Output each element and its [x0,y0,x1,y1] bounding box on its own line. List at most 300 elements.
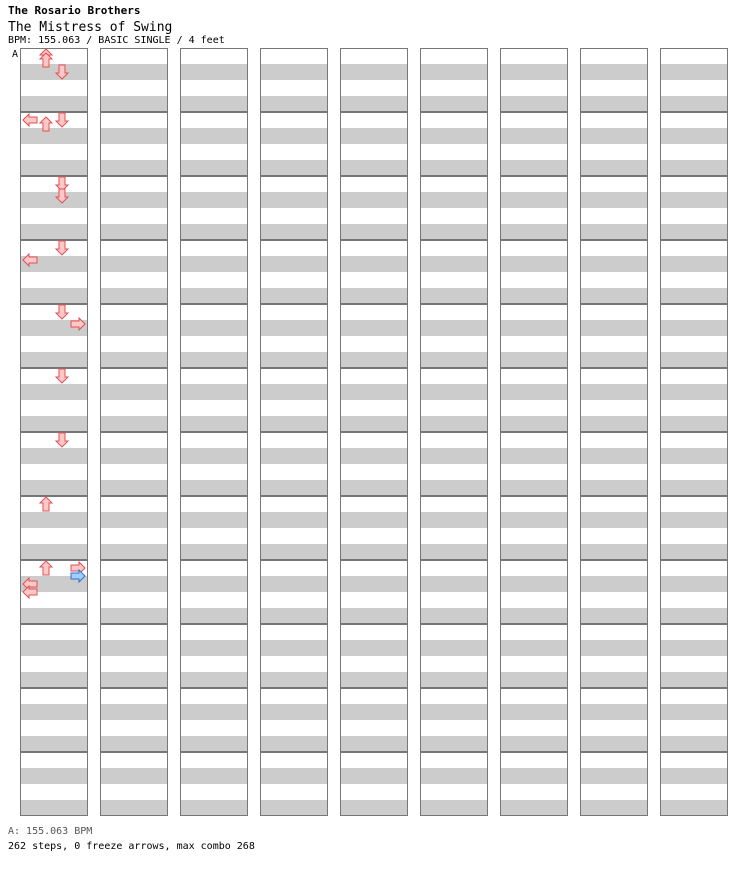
beat-stripe [20,720,88,736]
beat-stripe [260,192,328,208]
beat-stripe [420,112,488,128]
beat-stripe [340,656,408,672]
beat-stripe [20,96,88,112]
beat-stripe [260,608,328,624]
beat-stripe [100,400,168,416]
beat-stripe [340,704,408,720]
beat-stripe [500,768,568,784]
beat-stripe [100,512,168,528]
beat-stripe [580,368,648,384]
beat-stripe [340,384,408,400]
beat-stripe [260,112,328,128]
beat-stripe [260,768,328,784]
beat-stripe [420,80,488,96]
beat-stripe [340,800,408,816]
beat-stripe [180,784,248,800]
beat-stripe [340,480,408,496]
beat-stripe [660,176,728,192]
beat-stripe [260,720,328,736]
beat-stripe [580,256,648,272]
beat-stripe [500,736,568,752]
beat-stripe [580,112,648,128]
beat-stripe [500,320,568,336]
beat-stripe [20,224,88,240]
beat-stripe [420,464,488,480]
beat-stripe [420,720,488,736]
beat-stripe [420,352,488,368]
beat-stripe [500,496,568,512]
beat-stripe [500,336,568,352]
beat-stripe [180,144,248,160]
beat-stripe [100,448,168,464]
beat-stripe [260,416,328,432]
beat-stripe [420,224,488,240]
beat-stripe [580,224,648,240]
beat-stripe [340,368,408,384]
beat-stripe [580,160,648,176]
beat-stripe [260,464,328,480]
beat-stripe [180,256,248,272]
beat-stripe [20,608,88,624]
beat-stripe [660,448,728,464]
beat-stripe [340,112,408,128]
beat-stripe [20,800,88,816]
beat-stripe [340,304,408,320]
beat-stripe [20,336,88,352]
beat-stripe [660,752,728,768]
beat-stripe [180,576,248,592]
beat-stripe [20,448,88,464]
beat-stripe [660,736,728,752]
beat-stripe [260,800,328,816]
beat-stripe [420,128,488,144]
beat-stripe [100,48,168,64]
beat-stripe [580,416,648,432]
beat-stripe [660,352,728,368]
beat-stripe [260,784,328,800]
beat-stripe [580,384,648,400]
beat-stripe [180,736,248,752]
beat-stripe [420,656,488,672]
beat-stripe [100,768,168,784]
beat-stripe [420,160,488,176]
beat-stripe [500,528,568,544]
beat-stripe [500,560,568,576]
beat-stripe [580,672,648,688]
beat-stripe [100,320,168,336]
beat-stripe [580,448,648,464]
beat-stripe [20,464,88,480]
beat-stripe [500,464,568,480]
beat-stripe [580,464,648,480]
beat-stripe [580,240,648,256]
beat-stripe [340,752,408,768]
beat-stripe [580,688,648,704]
beat-stripe [340,416,408,432]
beat-stripe [20,64,88,80]
beat-stripe [660,272,728,288]
beat-stripe [20,288,88,304]
beat-stripe [660,592,728,608]
beat-stripe [420,64,488,80]
beat-stripe [340,128,408,144]
beat-stripe [180,528,248,544]
beat-stripe [180,160,248,176]
beat-stripe [500,400,568,416]
beat-stripe [180,368,248,384]
beat-stripe [580,336,648,352]
beat-stripe [180,96,248,112]
beat-stripe [340,432,408,448]
beat-stripe [20,352,88,368]
beat-stripe [20,416,88,432]
beat-stripe [500,416,568,432]
beat-stripe [580,208,648,224]
beat-stripe [260,256,328,272]
beat-stripe [260,528,328,544]
beat-stripe [420,560,488,576]
beat-stripe [340,512,408,528]
beat-stripe [340,336,408,352]
beat-stripe [580,96,648,112]
beat-stripe [100,496,168,512]
beat-stripe [420,704,488,720]
beat-stripe [660,688,728,704]
beat-stripe [260,624,328,640]
beat-stripe [340,720,408,736]
beat-stripe [500,672,568,688]
beat-stripe [580,560,648,576]
beat-stripe [260,128,328,144]
beat-stripe [100,64,168,80]
beat-stripe [500,432,568,448]
beat-stripe [580,128,648,144]
beat-stripe [340,144,408,160]
beat-stripe [660,720,728,736]
beat-stripe [580,784,648,800]
beat-stripe [20,128,88,144]
beat-stripe [500,624,568,640]
beat-stripe [260,576,328,592]
beat-stripe [580,80,648,96]
beat-stripe [20,192,88,208]
beat-stripe [340,64,408,80]
beat-stripe [580,624,648,640]
beat-stripe [420,800,488,816]
beat-stripe [500,688,568,704]
beat-stripe [100,752,168,768]
beat-stripe [500,176,568,192]
beat-stripe [260,160,328,176]
beat-stripe [180,592,248,608]
beat-stripe [20,240,88,256]
beat-stripe [100,336,168,352]
beat-stripe [100,576,168,592]
beat-stripe [20,400,88,416]
beat-stripe [420,272,488,288]
beat-stripe [100,288,168,304]
beat-stripe [20,176,88,192]
beat-stripe [180,800,248,816]
beat-stripe [420,688,488,704]
beat-stripe [20,144,88,160]
beat-stripe [100,256,168,272]
beat-stripe [500,192,568,208]
beat-stripe [260,384,328,400]
beat-stripe [100,480,168,496]
beat-stripe [420,256,488,272]
beat-stripe [20,688,88,704]
beat-stripe [180,560,248,576]
beat-stripe [660,512,728,528]
beat-stripe [100,640,168,656]
beat-stripe [500,240,568,256]
beat-stripe [260,272,328,288]
beat-stripe [260,336,328,352]
beat-stripe [180,640,248,656]
beat-stripe [660,128,728,144]
beat-stripe [100,208,168,224]
beat-stripe [100,272,168,288]
beat-stripe [180,416,248,432]
beat-stripe [100,192,168,208]
beat-stripe [660,96,728,112]
beat-stripe [580,272,648,288]
beat-stripe [100,800,168,816]
beat-stripe [180,48,248,64]
beat-stripe [660,624,728,640]
beat-stripe [180,224,248,240]
beat-stripe [180,464,248,480]
beat-stripe [500,640,568,656]
beat-stripe [660,608,728,624]
beat-stripe [420,448,488,464]
beat-stripe [420,496,488,512]
beat-stripe [20,624,88,640]
beat-stripe [340,176,408,192]
beat-stripe [180,320,248,336]
beat-stripe [580,352,648,368]
beat-stripe [580,544,648,560]
beat-stripe [180,240,248,256]
beat-stripe [340,576,408,592]
beat-stripe [100,544,168,560]
beat-stripe [340,608,408,624]
beat-stripe [580,752,648,768]
beat-stripe [500,272,568,288]
beat-stripe [260,544,328,560]
beat-stripe [100,592,168,608]
beat-stripe [260,368,328,384]
beat-stripe [180,768,248,784]
beat-stripe [660,224,728,240]
beat-stripe [580,640,648,656]
beat-stripe [260,512,328,528]
beat-stripe [340,448,408,464]
beat-stripe [420,576,488,592]
beat-stripe [180,176,248,192]
beat-stripe [500,352,568,368]
beat-stripe [100,144,168,160]
beat-stripe [260,352,328,368]
beat-stripe [420,192,488,208]
beat-stripe [260,752,328,768]
beat-stripe [660,48,728,64]
beat-stripe [100,704,168,720]
beat-stripe [580,400,648,416]
beat-stripe [20,304,88,320]
beat-stripe [660,368,728,384]
beat-stripe [100,784,168,800]
beat-stripe [500,224,568,240]
beat-stripe [20,368,88,384]
beat-stripe [580,320,648,336]
beat-stripe [260,144,328,160]
beat-stripe [340,240,408,256]
beat-stripe [500,608,568,624]
beat-stripe [180,272,248,288]
beat-stripe [180,672,248,688]
beat-stripe [420,432,488,448]
beat-stripe [420,768,488,784]
beat-stripe [420,336,488,352]
beat-stripe [420,544,488,560]
beat-stripe [20,48,88,64]
chart-meta: BPM: 155.063 / BASIC SINGLE / 4 feet [8,35,225,46]
beat-stripe [580,800,648,816]
beat-stripe [180,752,248,768]
beat-stripe [580,144,648,160]
beat-stripe [420,288,488,304]
beat-stripe [20,784,88,800]
beat-stripe [660,384,728,400]
beat-stripe [20,160,88,176]
beat-stripe [660,288,728,304]
beat-stripe [420,48,488,64]
beat-stripe [260,480,328,496]
beat-stripe [660,784,728,800]
beat-stripe [580,480,648,496]
beat-stripe [260,448,328,464]
beat-stripe [340,496,408,512]
beat-stripe [340,624,408,640]
beat-stripe [420,368,488,384]
beat-stripe [660,704,728,720]
bpm-legend: A: 155.063 BPM [8,826,93,837]
beat-stripe [100,240,168,256]
beat-stripe [420,640,488,656]
beat-stripe [340,688,408,704]
beat-stripe [500,96,568,112]
beat-stripe [660,672,728,688]
step-stats: 262 steps, 0 freeze arrows, max combo 268 [8,841,255,852]
beat-stripe [500,576,568,592]
beat-stripe [260,736,328,752]
beat-stripe [500,128,568,144]
beat-stripe [180,208,248,224]
beat-stripe [580,656,648,672]
beat-stripe [260,592,328,608]
beat-stripe [100,432,168,448]
beat-stripe [580,192,648,208]
beat-stripe [260,656,328,672]
beat-stripe [420,384,488,400]
beat-stripe [660,64,728,80]
beat-stripe [580,176,648,192]
beat-stripe [20,752,88,768]
beat-stripe [660,576,728,592]
beat-stripe [100,624,168,640]
beat-stripe [500,720,568,736]
beat-stripe [180,496,248,512]
beat-stripe [660,160,728,176]
beat-stripe [420,608,488,624]
beat-stripe [20,432,88,448]
beat-stripe [100,176,168,192]
beat-stripe [420,304,488,320]
beat-stripe [340,160,408,176]
beat-stripe [340,528,408,544]
beat-stripe [100,672,168,688]
beat-stripe [500,480,568,496]
beat-stripe [660,480,728,496]
beat-stripe [20,672,88,688]
beat-stripe [660,800,728,816]
beat-stripe [500,64,568,80]
beat-stripe [580,496,648,512]
beat-stripe [660,80,728,96]
beat-stripe [580,768,648,784]
beat-stripe [260,288,328,304]
beat-stripe [100,368,168,384]
beat-stripe [180,608,248,624]
beat-stripe [260,640,328,656]
beat-stripe [660,240,728,256]
beat-stripe [180,624,248,640]
beat-stripe [180,288,248,304]
beat-stripe [420,240,488,256]
beat-stripe [500,48,568,64]
beat-stripe [500,288,568,304]
beat-stripe [420,96,488,112]
beat-stripe [100,304,168,320]
beat-stripe [500,704,568,720]
beat-stripe [20,656,88,672]
beat-stripe [340,784,408,800]
beat-stripe [660,400,728,416]
beat-stripe [580,736,648,752]
beat-stripe [100,464,168,480]
beat-stripe [260,240,328,256]
beat-stripe [100,128,168,144]
beat-stripe [580,528,648,544]
beat-stripe [580,576,648,592]
beat-stripe [420,176,488,192]
beat-stripe [660,304,728,320]
beat-stripe [580,432,648,448]
beat-stripe [100,80,168,96]
beat-stripe [340,272,408,288]
beat-stripe [340,736,408,752]
beat-stripe [500,592,568,608]
beat-stripe [660,464,728,480]
beat-stripe [180,304,248,320]
beat-stripe [180,384,248,400]
beat-stripe [340,768,408,784]
song-title: The Mistress of Swing [8,20,173,35]
beat-stripe [260,224,328,240]
beat-stripe [180,64,248,80]
